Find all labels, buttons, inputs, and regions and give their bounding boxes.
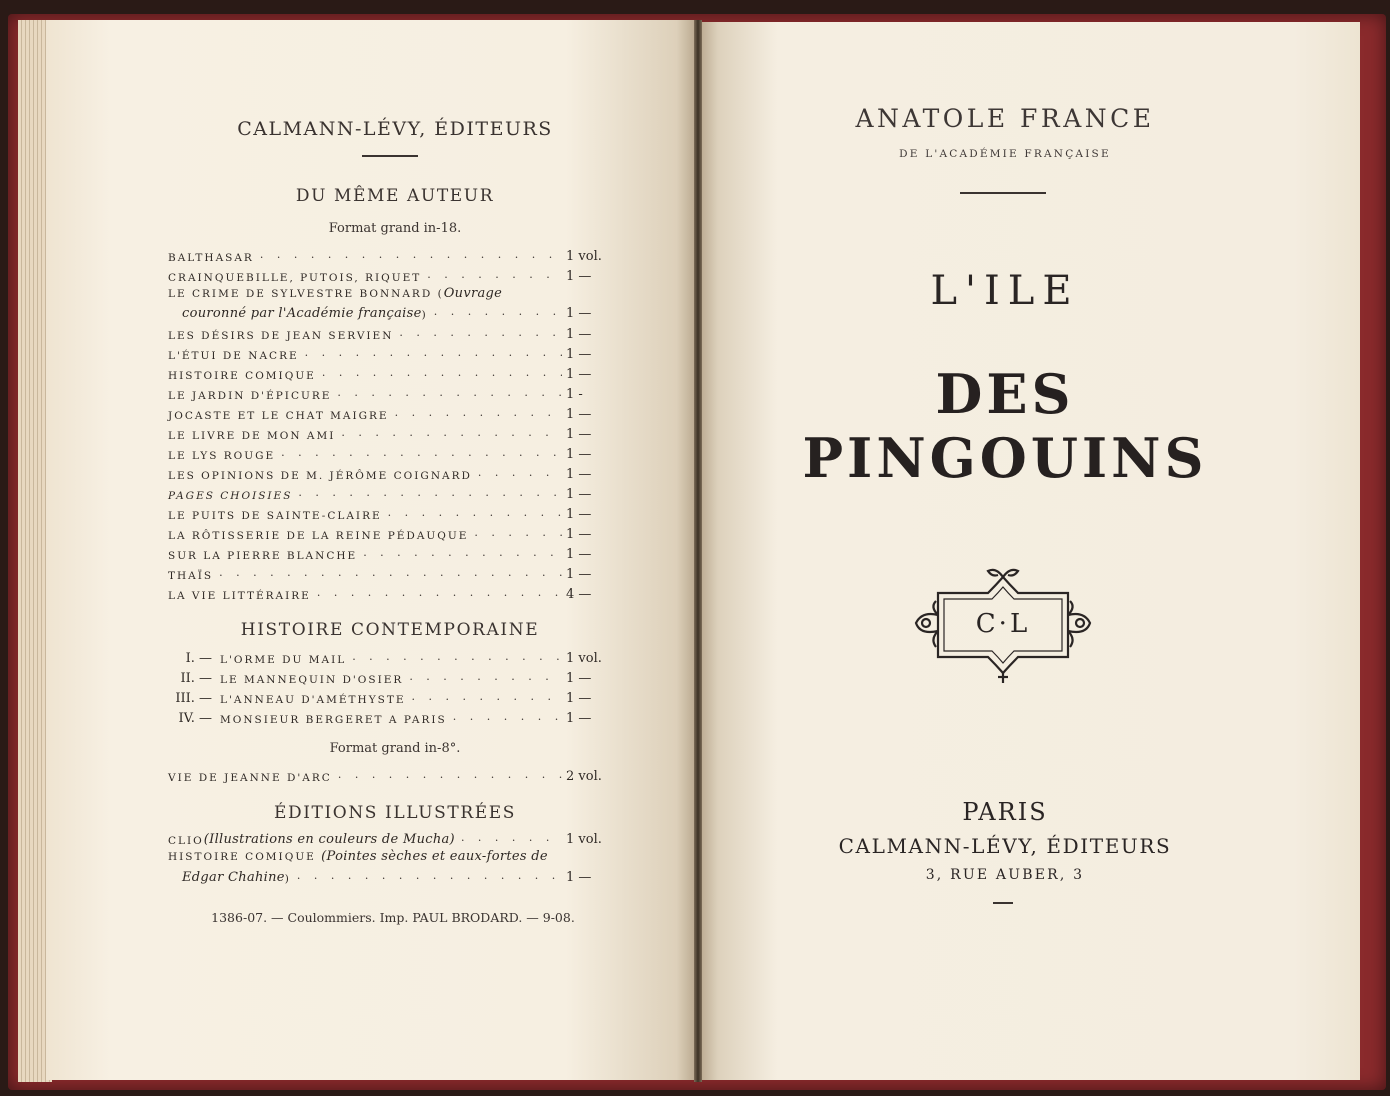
- list-item: I. — L'ORME DU MAIL . . . 1 vol.: [168, 648, 618, 666]
- list-item: LE PUITS DE SAINTE-CLAIRE . . . 1 —: [168, 504, 618, 522]
- list-item: CRAINQUEBILLE, PUTOIS, RIQUET . . . 1 —: [168, 266, 618, 284]
- list-item: SUR LA PIERRE BLANCHE . . . 1 —: [168, 544, 618, 562]
- list-item: LA VIE LITTÉRAIRE . . . 4 —: [168, 584, 618, 602]
- list-item: L'ÉTUI DE NACRE . . . 1 —: [168, 344, 618, 362]
- publisher-header: CALMANN-LÉVY, ÉDITEURS: [237, 118, 553, 140]
- list-item: THAÏS . . . 1 —: [168, 564, 618, 582]
- list-item: JOCASTE ET LE CHAT MAIGRE . . . 1 —: [168, 404, 618, 422]
- book-title-line2: DES PINGOUINS: [802, 362, 1208, 490]
- list-item: LE JARDIN D'ÉPICURE . . . 1 -: [168, 384, 618, 402]
- author-name: ANATOLE FRANCE: [855, 104, 1155, 133]
- list-item: HISTOIRE COMIQUE (Pointes sèches et eaux-fortes de Edgar Chahine ) . . . 1 —: [168, 849, 618, 867]
- header-rule: [362, 155, 418, 157]
- list-item: LES OPINIONS DE M. JÉRÔME COIGNARD . . . 1 —: [168, 464, 618, 482]
- list-item: II. — LE MANNEQUIN D'OSIER . . . 1 —: [168, 668, 618, 686]
- list-item: LES DÉSIRS DE JEAN SERVIEN . . . 1 —: [168, 324, 618, 342]
- right-page: [698, 22, 1360, 1080]
- bottom-rule: [993, 902, 1013, 904]
- section-title-contemporary-history: HISTOIRE CONTEMPORAINE: [240, 620, 540, 640]
- list-item: HISTOIRE COMIQUE . . . 1 —: [168, 364, 618, 382]
- section-title-illustrated-editions: ÉDITIONS ILLUSTRÉES: [273, 803, 516, 823]
- list-item: CLIO (Illustrations en couleurs de Mucha) . . . 1 vol.: [168, 829, 618, 847]
- publication-city: PARIS: [962, 798, 1048, 826]
- list-item: BALTHASAR . . . 1 vol.: [168, 246, 618, 264]
- list-item: VIE DE JEANNE D'ARC . . . 2 vol.: [168, 766, 618, 784]
- list-item: PAGES CHOISIES . . . 1 —: [168, 484, 618, 502]
- imprint-line: 1386-07. — Coulommiers. Imp. PAUL BRODARD. — 9-08.: [211, 910, 575, 925]
- format-note: Format grand in-18.: [328, 221, 462, 236]
- book-title-line1: L'ILE: [930, 268, 1080, 314]
- format-note: Format grand in-8°.: [329, 741, 461, 756]
- list-item: IV. — MONSIEUR BERGERET A PARIS . . . 1 —: [168, 708, 618, 726]
- book-gutter: [694, 20, 702, 1082]
- list-item: III. — L'ANNEAU D'AMÉTHYSTE . . . 1 —: [168, 688, 618, 706]
- academy-affiliation: DE L'ACADÉMIE FRANÇAISE: [899, 148, 1111, 160]
- title-rule: [960, 192, 1046, 194]
- publisher-mark-initials: C·L: [975, 609, 1031, 639]
- publisher-name: CALMANN-LÉVY, ÉDITEURS: [838, 834, 1172, 858]
- list-item: LA RÔTISSERIE DE LA REINE PÉDAUQUE . . . 1 —: [168, 524, 618, 542]
- list-item: LE LIVRE DE MON AMI . . . 1 —: [168, 424, 618, 442]
- publisher-address: 3, RUE AUBER, 3: [925, 867, 1085, 883]
- list-item: LE LYS ROUGE . . . 1 —: [168, 444, 618, 462]
- section-title-same-author: DU MÊME AUTEUR: [295, 186, 495, 206]
- list-item: LE CRIME DE SYLVESTRE BONNARD (Ouvrage couronné par l'Académie française ) . . . 1 —: [168, 286, 618, 304]
